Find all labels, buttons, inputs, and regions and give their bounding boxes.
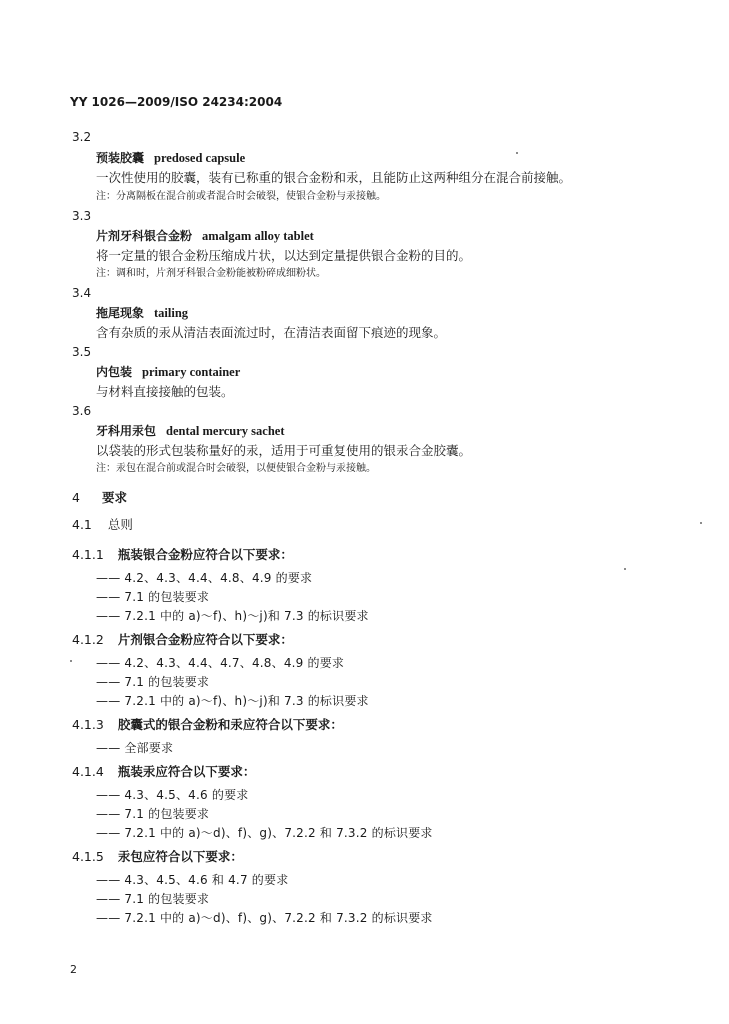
- list-item: —— 4.2、4.3、4.4、4.8、4.9 的要求: [96, 571, 313, 585]
- note-text: 注：汞包在混合前或混合时会破裂，以便使银合金粉与汞接触。: [96, 463, 376, 474]
- term-en: dental mercury sachet: [166, 424, 285, 438]
- term-cn: 牙科用汞包: [96, 424, 157, 438]
- clause-number: 4.1.1: [72, 547, 104, 562]
- clause-number: 3.6: [72, 404, 92, 418]
- term-cn: 拖尾现象: [96, 306, 145, 320]
- list-item: —— 7.2.1 中的 a)～d)、f)、g)、7.2.2 和 7.3.2 的标识要求: [96, 911, 433, 925]
- note-text: 注：分离隔板在混合前或者混合时会破裂，使银合金粉与汞接触。: [96, 191, 386, 202]
- list-item: —— 7.2.1 中的 a)～d)、f)、g)、7.2.2 和 7.3.2 的标识要求: [96, 826, 433, 840]
- clause-heading: [72, 549, 293, 562]
- clause-number: 3.2: [72, 130, 92, 144]
- clause-title: 瓶装银合金粉应符合以下要求：: [117, 547, 293, 562]
- clause-number: 4.1.4: [72, 764, 104, 779]
- term-en: amalgam alloy tablet: [202, 229, 314, 243]
- subsection-title: 总则: [107, 517, 133, 532]
- definition-text: 含有杂质的汞从清洁表面流过时，在清洁表面留下痕迹的现象。: [96, 325, 447, 340]
- clause-heading: [72, 766, 255, 779]
- term-heading: [96, 152, 245, 165]
- scan-speck: [624, 568, 626, 570]
- definition-text: 与材料直接接触的包装。: [96, 384, 234, 399]
- subsection-heading: [72, 519, 133, 532]
- clause-title: 汞包应符合以下要求：: [117, 849, 243, 864]
- clause-title: 瓶装汞应符合以下要求：: [117, 764, 256, 779]
- clause-title: 片剂银合金粉应符合以下要求：: [117, 632, 293, 647]
- clause-number: 4.1.5: [72, 849, 104, 864]
- subsection-number: 4.1: [72, 517, 92, 532]
- term-cn: 内包装: [96, 365, 133, 379]
- definition-text: 以袋装的形式包装称量好的汞，适用于可重复使用的银汞合金胶囊。: [96, 443, 472, 458]
- list-item: —— 7.2.1 中的 a)～f)、h)～j)和 7.3 的标识要求: [96, 694, 369, 708]
- clause-number: 4.1.3: [72, 717, 104, 732]
- list-item: —— 7.1 的包装要求: [96, 675, 210, 689]
- list-item: —— 7.1 的包装要求: [96, 892, 210, 906]
- term-heading: [96, 425, 285, 438]
- list-item: —— 7.1 的包装要求: [96, 590, 210, 604]
- term-en: primary container: [142, 365, 241, 379]
- clause-number: 3.5: [72, 345, 92, 359]
- clause-number: 3.4: [72, 286, 92, 300]
- list-item: —— 4.3、4.5、4.6 和 4.7 的要求: [96, 873, 289, 887]
- clause-title: 胶囊式的银合金粉和汞应符合以下要求：: [117, 717, 343, 732]
- clause-heading: [72, 719, 343, 732]
- term-cn: 片剂牙科银合金粉: [96, 229, 193, 243]
- page-number: 2: [70, 963, 77, 976]
- list-item: —— 7.1 的包装要求: [96, 807, 210, 821]
- scan-speck: [70, 660, 72, 662]
- clause-number: 3.3: [72, 209, 92, 223]
- clause-heading: [72, 851, 243, 864]
- term-heading: [96, 230, 314, 243]
- standard-number-header: YY 1026—2009/ISO 24234:2004: [70, 95, 283, 109]
- clause-number: 4.1.2: [72, 632, 104, 647]
- term-en: predosed capsule: [154, 151, 246, 165]
- clause-heading: [72, 634, 293, 647]
- term-heading: [96, 307, 188, 320]
- section-title: 要求: [101, 490, 127, 505]
- list-item: —— 全部要求: [96, 741, 174, 755]
- scan-speck: [516, 152, 518, 154]
- list-item: —— 7.2.1 中的 a)～f)、h)～j)和 7.3 的标识要求: [96, 609, 369, 623]
- section-heading: [72, 492, 127, 505]
- term-cn: 预装胶囊: [96, 151, 145, 165]
- note-text: 注：调和时，片剂牙科银合金粉能被粉碎成细粉状。: [96, 268, 326, 279]
- scan-speck: [700, 522, 702, 524]
- section-number: 4: [72, 490, 80, 505]
- list-item: —— 4.2、4.3、4.4、4.7、4.8、4.9 的要求: [96, 656, 345, 670]
- definition-text: 一次性使用的胶囊，装有已称重的银合金粉和汞，且能防止这两种组分在混合前接触。: [96, 170, 572, 185]
- definition-text: 将一定量的银合金粉压缩成片状，以达到定量提供银合金粉的目的。: [96, 248, 472, 263]
- list-item: —— 4.3、4.5、4.6 的要求: [96, 788, 249, 802]
- term-en: tailing: [154, 306, 189, 320]
- term-heading: [96, 366, 240, 379]
